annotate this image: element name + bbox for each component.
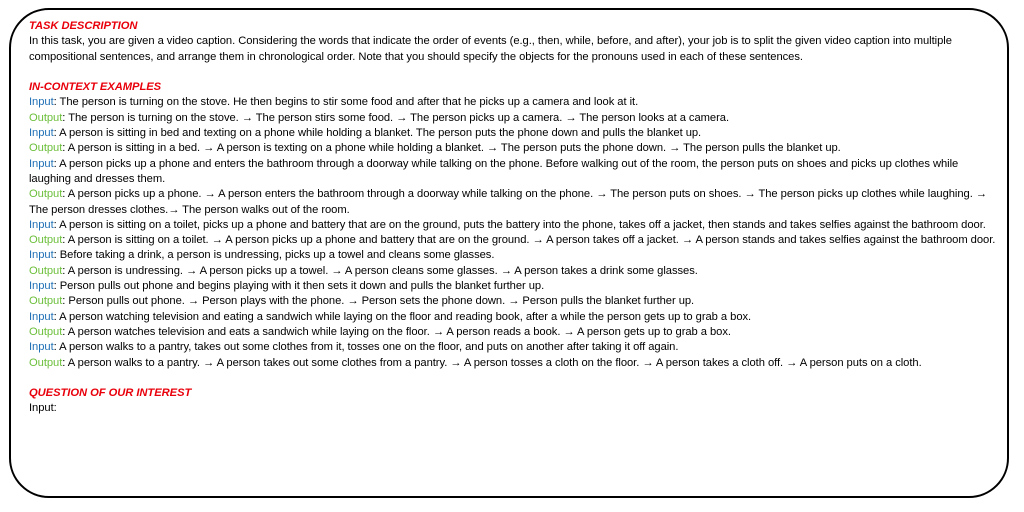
example-text: : A person is sitting in a bed. → A person is texting on a phone while holding a blanket. → The person puts the phone down. → The person pulls the blanket up. (62, 142, 841, 155)
example-text: : A person walks to a pantry. → A person takes out some clothes from a pantry. → A person tosses a cloth on the floor. → A person takes a cloth off. → A person puts on a cloth. (62, 356, 922, 369)
input-label: Input (29, 218, 54, 231)
input-label: Input (29, 310, 54, 323)
example-input-line (29, 218, 1001, 233)
example-text: : A person watching television and eating a sandwich while laying on the floor and reading book, after a while the person gets up to grab a box. (53, 310, 752, 323)
input-label: Input (29, 280, 54, 293)
output-label: Output (29, 325, 63, 338)
example-output-line (29, 356, 1001, 371)
example-output-line (29, 294, 1001, 309)
example-input-line (29, 340, 1001, 355)
example-text: : A person is undressing. → A person picks up a towel. → A person cleans some glasses. → A person takes a drink some glasses. (62, 264, 698, 277)
output-label: Output (29, 234, 63, 247)
input-label: Input (29, 96, 54, 109)
example-text: : Person pulls out phone. → Person plays with the phone. → Person sets the phone down. → Person pulls the blanket further up. (62, 295, 695, 308)
question-input-label: Input: (29, 402, 57, 415)
example-text: : A person is sitting on a toilet, picks up a phone and battery that are on the ground, puts the battery into the phone, takes off a jacket, then stands and takes selfies against the bathroom door. (53, 218, 986, 231)
section-gap (29, 65, 1001, 80)
input-label: Input (29, 249, 54, 262)
example-text: : Person pulls out phone and begins playing with it then sets it down and pulls the blanket further up. (53, 280, 545, 293)
example-output-line (29, 187, 1001, 218)
output-label: Output (29, 142, 63, 155)
input-label: Input (29, 157, 54, 170)
example-text: : A person watches television and eats a sandwich while laying on the floor. → A person reads a book. → A person gets up to grab a box. (62, 325, 731, 338)
example-text: : Before taking a drink, a person is undressing, picks up a towel and cleans some glasses. (53, 249, 495, 262)
example-output-line (29, 233, 1001, 248)
output-label: Output (29, 295, 63, 308)
example-text: : A person picks up a phone. → A person enters the bathroom through a doorway while talking on the phone. → The person puts on shoes. → The person picks up clothes while laughing. → The person dresses clothes.→ The person walks out of the room. (29, 188, 987, 216)
prompt-content (29, 19, 1001, 417)
task-description-text: In this task, you are given a video caption. Considering the words that indicate the order of events (e.g., then, while, before, and after), your job is to split the given video caption into multiple compositional sentences, and arrange them in chronological order. Note that you should specify the objects for the pronouns used in each of these sentences. (29, 35, 952, 63)
example-input-line (29, 157, 1001, 188)
example-input-line (29, 279, 1001, 294)
example-text: : A person is sitting in bed and texting on a phone while holding a blanket. The person puts the phone down and pulls the blanket up. (53, 127, 702, 140)
example-input-line (29, 126, 1001, 141)
output-label: Output (29, 264, 63, 277)
in-context-examples-heading: IN-CONTEXT EXAMPLES (29, 81, 162, 94)
example-text: : The person is turning on the stove. → The person stirs some food. → The person picks up a camera. → The person looks at a camera. (62, 111, 729, 124)
output-label: Output (29, 356, 63, 369)
example-output-line (29, 325, 1001, 340)
task-description-heading: TASK DESCRIPTION (29, 20, 138, 32)
output-label: Output (29, 111, 63, 124)
input-label: Input (29, 341, 54, 354)
output-label: Output (29, 188, 63, 201)
example-output-line (29, 264, 1001, 279)
example-output-line (29, 111, 1001, 126)
example-text: : A person walks to a pantry, takes out some clothes from it, tosses one on the floor, and puts on another after taking it off again. (53, 341, 679, 354)
example-input-line (29, 248, 1001, 263)
examples-list (29, 95, 1001, 370)
example-input-line (29, 310, 1001, 325)
example-output-line (29, 141, 1001, 156)
example-input-line (29, 95, 1001, 110)
example-text: : A person is sitting on a toilet. → A person picks up a phone and battery that are on the ground. → A person takes off a jacket. → A person stands and takes selfies against the bathroom door. (62, 234, 996, 247)
example-text: : A person picks up a phone and enters the bathroom through a doorway while talking on the phone. Before walking out of the room, the person puts on shoes and picks up clothes while laughing and dresses them. (29, 157, 959, 185)
section-gap (29, 371, 1001, 386)
question-heading: QUESTION OF OUR INTEREST (29, 387, 192, 400)
input-label: Input (29, 127, 54, 140)
example-text: : The person is turning on the stove. He then begins to stir some food and after that he picks up a camera and look at it. (53, 96, 639, 109)
